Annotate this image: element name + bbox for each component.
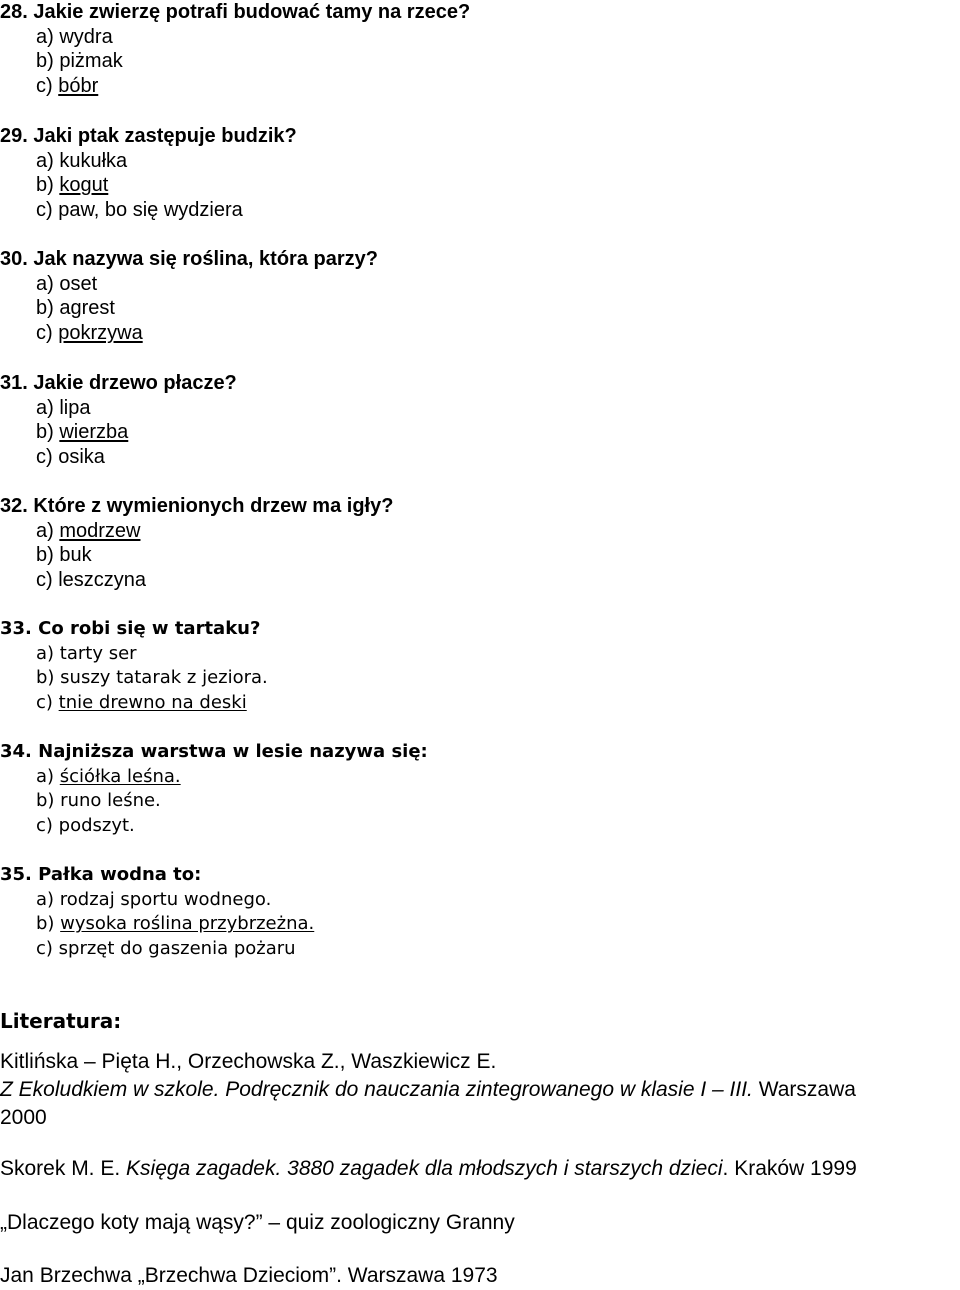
option-b: b) kogut (36, 174, 109, 197)
correct-answer: bóbr (58, 75, 99, 98)
option-b: b) piżmak (36, 50, 123, 73)
question-title: 31. Jakie drzewo płacze? (0, 372, 237, 394)
correct-answer: wysoka roślina przybrzeżna. (60, 913, 315, 935)
option-c: c) bóbr (36, 75, 99, 98)
option-a: a) tarty ser (36, 642, 137, 664)
question-33 (0, 617, 268, 716)
correct-answer: pokrzywa (58, 322, 143, 345)
option-c: c) podszyt. (36, 815, 135, 837)
option-a: a) modrzew (36, 519, 141, 542)
reference-2-rest: . Kraków 1999 (722, 1157, 857, 1180)
question-title: 34. Najniższa warstwa w lesie nazywa się: (0, 741, 428, 762)
reference-1-place: Warszawa (752, 1078, 856, 1101)
option-b: b) wysoka roślina przybrzeżna. (36, 913, 315, 935)
reference-1 (0, 1048, 856, 1132)
question-title: 35. Pałka wodna to: (0, 864, 202, 885)
option-a: a) kukułka (36, 149, 128, 172)
correct-answer: tnie drewno na deski (58, 692, 247, 714)
question-title: 30. Jak nazywa się roślina, która parzy? (0, 248, 378, 270)
option-b: b) runo leśne. (36, 790, 161, 812)
reference-2 (0, 1155, 857, 1183)
question-28 (0, 0, 470, 99)
correct-answer: ściółka leśna. (59, 765, 181, 787)
question-31 (0, 371, 237, 470)
reference-1-authors: Kitlińska – Pięta H., Orzechowska Z., Waszkiewicz E. (0, 1050, 497, 1073)
option-c: c) sprzęt do gaszenia pożaru (36, 938, 296, 960)
reference-3: „Dlaczego koty mają wąsy?” – quiz zoologiczny Granny (0, 1211, 515, 1234)
question-34 (0, 740, 428, 839)
literature-heading: Literatura: (0, 1009, 122, 1033)
reference-2-title: Księga zagadek. 3880 zagadek dla młodszych i starszych dzieci (126, 1157, 723, 1180)
question-title: 29. Jaki ptak zastępuje budzik? (0, 125, 297, 147)
question-30 (0, 247, 378, 346)
option-a: a) rodzaj sportu wodnego. (36, 888, 272, 910)
reference-1-title: Z Ekoludkiem w szkole. Podręcznik do nauczania zintegrowanego w klasie I – III. (0, 1078, 753, 1101)
option-c: c) pokrzywa (36, 322, 143, 345)
correct-answer: modrzew (59, 519, 141, 542)
option-a: a) lipa (36, 396, 91, 419)
question-title: 28. Jakie zwierzę potrafi budować tamy na rzece? (0, 1, 471, 23)
reference-1-year: 2000 (0, 1106, 47, 1129)
option-b: b) buk (36, 544, 92, 567)
option-c: c) tnie drewno na deski (36, 692, 247, 714)
correct-answer: wierzba (59, 421, 129, 444)
option-b: b) wierzba (36, 421, 129, 444)
question-title: 32. Które z wymienionych drzew ma igły? (0, 495, 394, 517)
question-29 (0, 124, 297, 223)
correct-answer: kogut (59, 174, 109, 197)
question-35 (0, 863, 314, 962)
option-c: c) paw, bo się wydziera (36, 199, 243, 222)
reference-2-author: Skorek M. E. (0, 1157, 127, 1180)
option-b: b) suszy tatarak z jeziora. (36, 667, 268, 689)
option-a: a) oset (36, 272, 98, 295)
option-b: b) agrest (36, 297, 115, 320)
reference-4: Jan Brzechwa „Brzechwa Dzieciom”. Warszawa 1973 (0, 1264, 498, 1287)
question-32 (0, 494, 393, 593)
option-a: a) ściółka leśna. (36, 765, 181, 787)
option-c: c) osika (36, 446, 105, 469)
question-title: 33. Co robi się w tartaku? (0, 618, 261, 639)
option-c: c) leszczyna (36, 569, 147, 592)
option-a: a) wydra (36, 25, 113, 48)
